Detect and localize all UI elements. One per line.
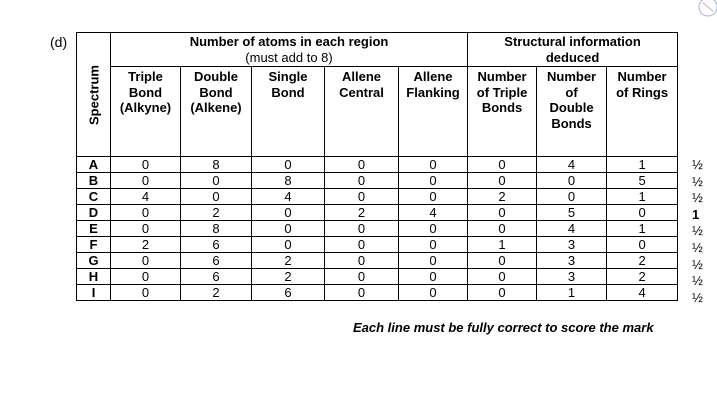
table-cell: 2 <box>181 285 252 301</box>
table-cell: 3 <box>537 269 607 285</box>
table-cell: 0 <box>399 285 468 301</box>
table-cell: 4 <box>252 189 325 205</box>
table-cell: 2 <box>607 269 678 285</box>
structure-group-title: Structural information <box>504 33 641 49</box>
atoms-group-note: (must add to 8) <box>245 49 333 65</box>
table-row <box>77 269 678 285</box>
spectrum-letter: D <box>77 205 111 221</box>
table-cell: 6 <box>252 285 325 301</box>
table-cell: 5 <box>537 205 607 221</box>
col-header-allene-flanking: Allene Flanking <box>399 67 468 157</box>
col-header-triple-bond: Triple Bond (Alkyne) <box>111 67 181 157</box>
mark-value: ½ <box>692 190 703 206</box>
spectrum-letter: B <box>77 173 111 189</box>
marks-column <box>692 157 716 306</box>
table-cell: 2 <box>181 205 252 221</box>
table-cell: 0 <box>325 285 399 301</box>
spectrum-letter: H <box>77 269 111 285</box>
table-cell: 3 <box>537 253 607 269</box>
table-row <box>77 237 678 253</box>
table-cell: 0 <box>181 189 252 205</box>
atoms-group-title: Number of atoms in each region <box>189 33 389 49</box>
table-cell: 0 <box>111 285 181 301</box>
table-cell: 0 <box>111 269 181 285</box>
table-row <box>77 205 678 221</box>
table-cell: 0 <box>111 157 181 173</box>
spectrum-letter: E <box>77 221 111 237</box>
mark-value: 1 <box>692 206 700 222</box>
col-header-double-bond: Double Bond (Alkene) <box>181 67 252 157</box>
table-row <box>77 221 678 237</box>
table-cell: 4 <box>607 285 678 301</box>
table-cell: 0 <box>537 189 607 205</box>
table-cell: 0 <box>399 253 468 269</box>
table-cell: 2 <box>111 237 181 253</box>
table-row <box>77 173 678 189</box>
table-cell: 4 <box>111 189 181 205</box>
footnote: Each line must be fully correct to score the mark <box>353 320 654 335</box>
structure-group-header <box>468 33 678 67</box>
table-cell: 5 <box>607 173 678 189</box>
table-cell: 0 <box>468 173 537 189</box>
table-cell: 0 <box>399 237 468 253</box>
table-cell: 4 <box>537 221 607 237</box>
structure-group-note: deduced <box>545 49 600 65</box>
table-cell: 4 <box>399 205 468 221</box>
table-cell: 0 <box>111 253 181 269</box>
table-cell: 6 <box>181 237 252 253</box>
table-cell: 0 <box>325 253 399 269</box>
col-header-double-count: Number of Double Bonds <box>537 67 607 157</box>
atoms-group-header <box>111 33 468 67</box>
spectrum-header-label: Spectrum <box>86 64 101 125</box>
mark-value: ½ <box>692 256 703 272</box>
answer-table <box>76 32 678 301</box>
table-cell: 0 <box>399 157 468 173</box>
table-cell: 0 <box>607 205 678 221</box>
table-cell: 0 <box>325 237 399 253</box>
table-cell: 1 <box>607 157 678 173</box>
table-cell: 0 <box>399 269 468 285</box>
corner-stamp-watermark <box>689 0 717 25</box>
table-cell: 8 <box>181 157 252 173</box>
table-cell: 0 <box>111 221 181 237</box>
table-cell: 0 <box>468 157 537 173</box>
table-cell: 0 <box>537 173 607 189</box>
part-label: (d) <box>50 34 68 50</box>
table-cell: 0 <box>468 221 537 237</box>
table-cell: 2 <box>252 269 325 285</box>
table-cell: 0 <box>399 189 468 205</box>
table-cell: 6 <box>181 253 252 269</box>
mark-value: ½ <box>692 289 703 305</box>
table-cell: 0 <box>607 237 678 253</box>
table-cell: 0 <box>325 157 399 173</box>
table-cell: 0 <box>111 205 181 221</box>
table-cell: 0 <box>252 205 325 221</box>
table-cell: 4 <box>537 157 607 173</box>
table-cell: 1 <box>468 237 537 253</box>
table-cell: 8 <box>181 221 252 237</box>
table-row <box>77 253 678 269</box>
mark-value: ½ <box>692 273 703 289</box>
spectrum-letter: I <box>77 285 111 301</box>
spectrum-letter: C <box>77 189 111 205</box>
table-cell: 2 <box>607 253 678 269</box>
mark-value: ½ <box>692 223 703 239</box>
mark-value: ½ <box>692 173 703 189</box>
table-row <box>77 189 678 205</box>
table-cell: 0 <box>399 173 468 189</box>
table-cell: 0 <box>111 173 181 189</box>
table-cell: 2 <box>468 189 537 205</box>
table-cell: 0 <box>468 205 537 221</box>
mark-value: ½ <box>692 239 703 255</box>
col-header-single-bond: Single Bond <box>252 67 325 157</box>
table-cell: 0 <box>252 221 325 237</box>
mark-value: ½ <box>692 157 703 172</box>
table-cell: 1 <box>607 189 678 205</box>
table-cell: 0 <box>181 173 252 189</box>
table-cell: 0 <box>468 269 537 285</box>
col-header-rings-count: Number of Rings <box>607 67 678 157</box>
table-cell: 6 <box>181 269 252 285</box>
table-row <box>77 285 678 301</box>
table-row <box>77 157 678 173</box>
table-cell: 1 <box>537 285 607 301</box>
spectrum-letter: G <box>77 253 111 269</box>
table-cell: 0 <box>252 157 325 173</box>
spectrum-letter: F <box>77 237 111 253</box>
spectrum-header <box>77 33 111 157</box>
table-cell: 0 <box>325 269 399 285</box>
table-cell: 3 <box>537 237 607 253</box>
table-cell: 0 <box>325 189 399 205</box>
table-cell: 0 <box>468 253 537 269</box>
spectrum-letter: A <box>77 157 111 173</box>
table-cell: 0 <box>325 221 399 237</box>
col-header-triple-count: Number of Triple Bonds <box>468 67 537 157</box>
table-cell: 0 <box>325 173 399 189</box>
table-cell: 0 <box>252 237 325 253</box>
col-header-allene-central: Allene Central <box>325 67 399 157</box>
table-cell: 8 <box>252 173 325 189</box>
table-cell: 2 <box>325 205 399 221</box>
table-cell: 0 <box>399 221 468 237</box>
table-cell: 1 <box>607 221 678 237</box>
table-cell: 0 <box>468 285 537 301</box>
table-cell: 2 <box>252 253 325 269</box>
